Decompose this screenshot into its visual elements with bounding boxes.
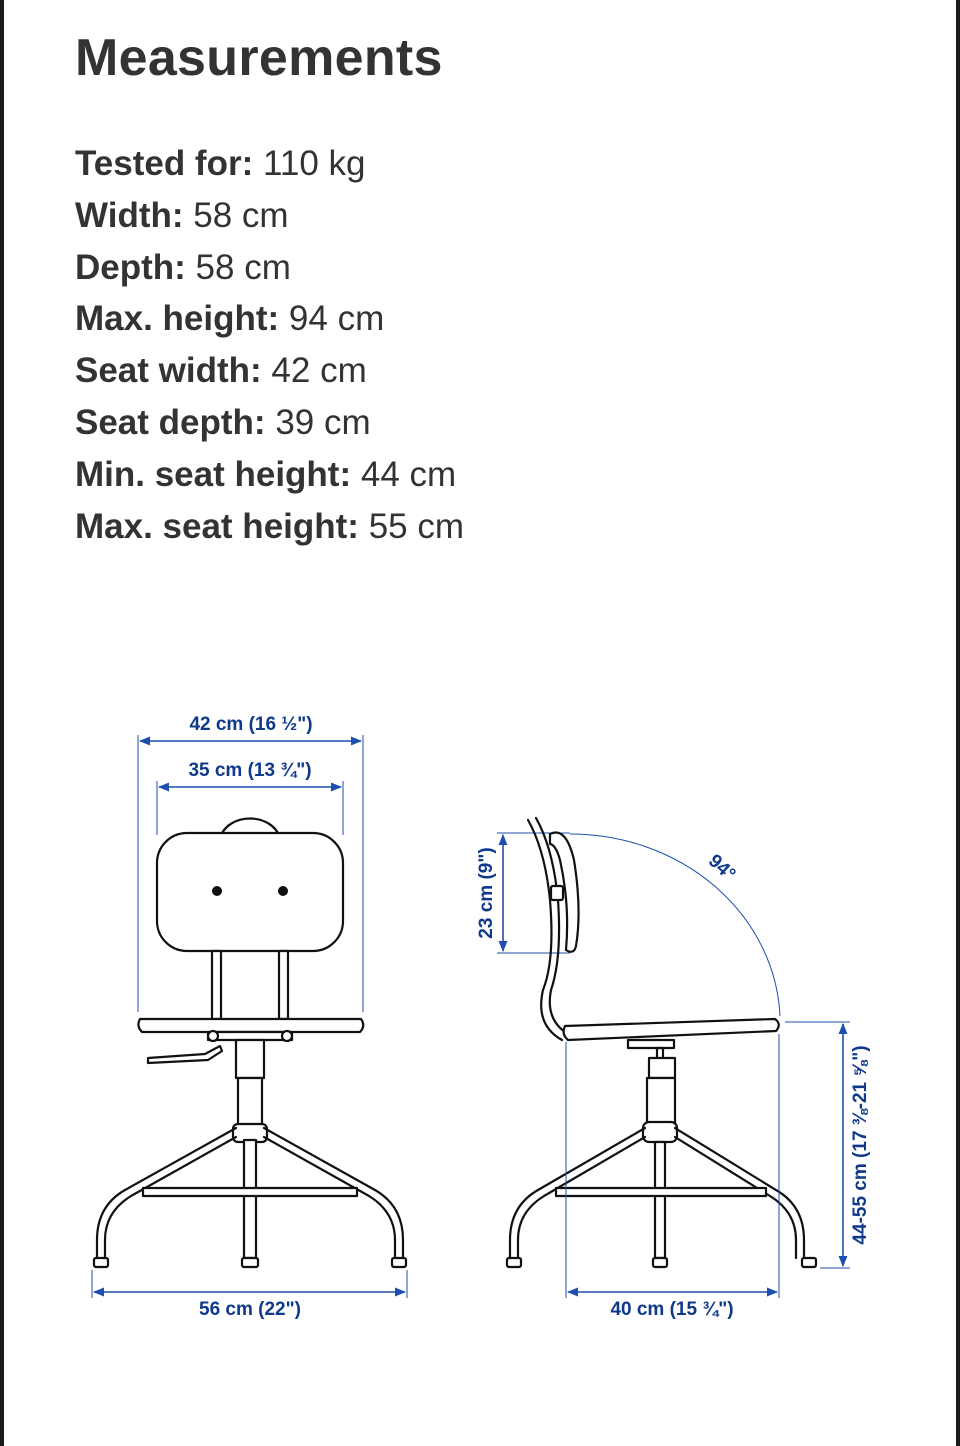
front-view [92,714,407,1320]
spec-label: Width: [75,195,184,235]
spec-value: 42 cm [271,351,367,391]
side-base-depth-label: 40 cm (15 ¾") [610,1299,734,1320]
spec-value: 58 cm [193,195,289,235]
spec-label: Max. seat height: [75,506,359,546]
spec-row-max-height [75,293,464,345]
spec-row-width [75,190,464,242]
side-recline-angle-label: 94° [703,850,740,886]
spec-label: Tested for: [75,144,254,183]
spec-label: Min. seat height: [75,454,352,494]
spec-label: Seat width: [75,351,262,391]
spec-row-tested-for [75,138,464,190]
front-overall-width-label: 42 cm (16 ½") [189,714,313,735]
spec-value: 94 cm [288,299,385,339]
spec-row-seat-width [75,345,464,397]
spec-row-max-seat-height [75,501,464,553]
front-base-width-label: 56 cm (22") [199,1299,301,1320]
spec-value: 55 cm [368,506,464,546]
front-back-width-label: 35 cm (13 ¾") [188,760,312,781]
spec-label: Depth: [75,247,186,287]
side-chair-drawing [507,818,816,1267]
side-view [476,818,871,1320]
side-seat-height-label: 44-55 cm (17 ⅜-21 ⅝") [850,1045,871,1245]
spec-row-min-seat-height [75,449,464,501]
spec-value: 110 kg [262,144,366,183]
spec-label: Seat depth: [75,402,266,442]
spec-value: 58 cm [195,247,291,287]
spec-list [75,138,464,552]
spec-value: 39 cm [275,402,371,442]
spec-label: Max. height: [75,299,280,339]
side-back-height-label: 23 cm (9") [476,847,497,939]
spec-row-depth [75,242,464,294]
front-base-width-dimension [92,1270,407,1320]
side-seat-height-dimension [785,1022,871,1268]
spec-value: 44 cm [360,454,457,494]
page-title: Measurements [75,29,443,87]
side-recline-angle [570,834,780,1016]
chair-dimension-diagram [0,690,960,1330]
spec-row-seat-depth [75,397,464,449]
front-chair-drawing [94,819,406,1268]
